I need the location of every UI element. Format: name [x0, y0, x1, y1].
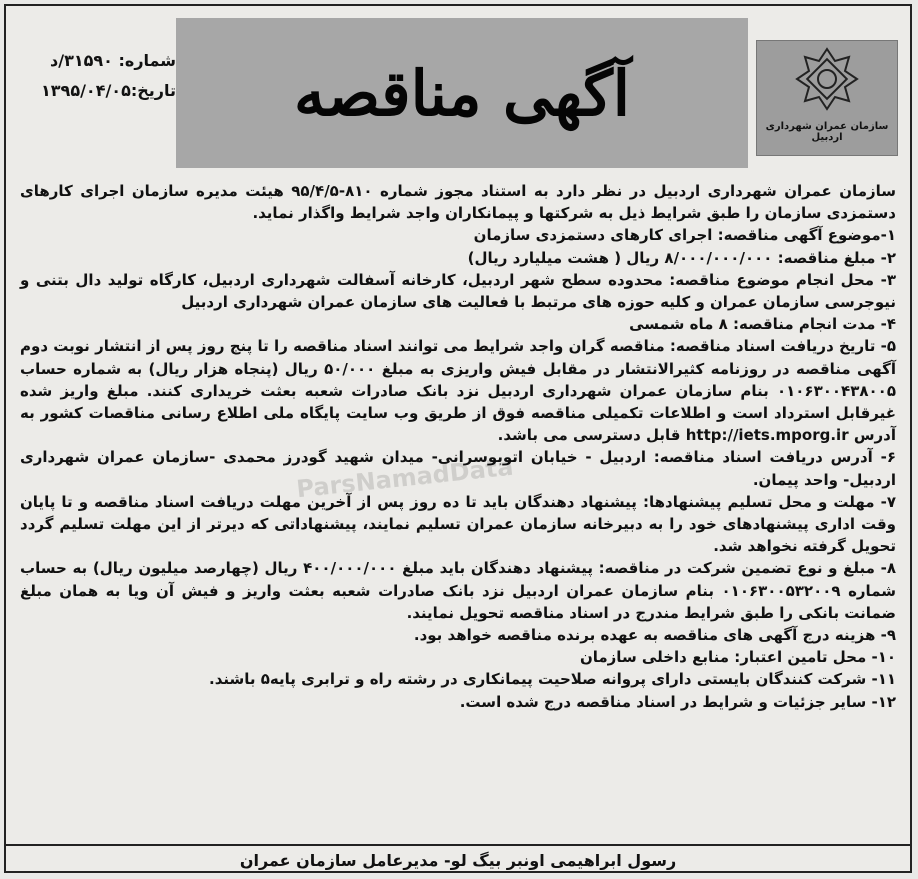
organization-logo [756, 40, 898, 156]
list-item: ۱-موضوع آگهی مناقصه: اجرای کارهای دستمزدی سازمان [473, 226, 896, 245]
list-item: ۳- محل انجام موضوع مناقصه: محدوده سطح شهر اردبیل، کارخانه آسفالت شهرداری اردبیل، کارگاه تولید دال بتنی و نیوجرسی سازمان عمران و کلیه حوزه های مرتبط با فعالیت های سازمان عمران شهرداری اردبیل [20, 270, 896, 312]
intro-paragraph: سازمان عمران شهرداری اردبیل در نظر دارد به استناد مجوز شماره ۸۱۰-۹۵/۴/۵ هیئت مدیره سازمان اجرای کارهای دستمزدی سازمان را طبق شرایط ذیل به شرکتها و پیمانکاران واجد شرایط واگذار نماید. [20, 182, 896, 223]
notice-title: آگهی مناقصه [293, 56, 631, 130]
list-item: ۱۲- سایر جزئیات و شرایط در اسناد مناقصه درج شده است. [459, 692, 896, 711]
title-banner [176, 18, 748, 168]
list-item: ۶- آدرس دریافت اسناد مناقصه: اردبیل - خیابان اتوبوسرانی- میدان شهید گودرز محمدی -سازمان عمران شهرداری اردبیل- واحد پیمان. [20, 448, 896, 489]
notice-header [6, 6, 910, 176]
notice-meta [14, 46, 176, 106]
list-item: ۵- تاریخ دریافت اسناد مناقصه: مناقصه گران واجد شرایط می توانند اسناد مناقصه را تا پنج روز پس از انتشار نوبت دوم آگهی مناقصه در روزنامه کثیرالانتشار در مقابل فیش واریزی به مبلغ ۵۰/۰۰۰ ریال (پنجاه هزار ریال) به شماره حساب ۰۱۰۶۳۰۰۴۳۸۰۰۵ بنام سازمان عمران شهرداری اردبیل نزد بانک صادرات شعبه بعثت خریداری کنند. مبلغ واریز شده غیرقابل استرداد است و اطلاعات تکمیلی مناقصه فوق از طریق وب سایت پایگاه ملی اطلاع رسانی مناقصات کشور به آدرس http://iets.mporg.ir قابل دسترسی می باشد. [20, 337, 896, 445]
tender-notice [4, 4, 912, 873]
list-item: ۴- مدت انجام مناقصه: ۸ ماه شمسی [629, 315, 896, 334]
list-item: ۱۰- محل تامین اعتبار: منابع داخلی سازمان [579, 648, 896, 667]
logo-caption: سازمان عمران شهرداری اردبیل [765, 121, 889, 143]
notice-date: تاریخ:۱۳۹۵/۰۴/۰۵ [41, 81, 176, 100]
list-item: ۷- مهلت و محل تسلیم پیشنهادها: پیشنهاد دهندگان باید تا ده روز پس از آخرین مهلت دریافت اسناد مناقصه و تا پایان وقت اداری پیشنهادهای خود را به دبیرخانه سازمان عمران تسلیم نمایند، پیشنهاداتی که دیرتر از این مهلت تسلیم گردد تحویل گرفته نخواهد شد. [20, 492, 896, 556]
list-item: ۹- هزینه درج آگهی های مناقصه به عهده برنده مناقصه خواهد بود. [413, 626, 896, 645]
list-item: ۱۱- شرکت کنندگان بایستی دارای پروانه صلاحیت پیمانکاری در رشته راه و ترابری پایه۵ باشند. [209, 670, 896, 689]
notice-body [20, 180, 896, 713]
notice-number: شماره: ۳۱۵۹۰/د [50, 51, 176, 70]
list-item: ۲- مبلغ مناقصه: ۸/۰۰۰/۰۰۰/۰۰۰ ریال ( هشت میلیارد ریال) [467, 248, 896, 267]
watermark: ParsNamadData [295, 452, 515, 504]
emblem-icon [795, 47, 859, 111]
signature-footer: رسول ابراهیمی اونبر بیگ لو- مدیرعامل سازمان عمران [6, 844, 910, 875]
list-item: ۸- مبلغ و نوع تضمین شرکت در مناقصه: پیشنهاد دهندگان باید مبلغ ۴۰۰/۰۰۰/۰۰۰ ریال (چهارصد میلیون ریال) به حساب شماره ۰۱۰۶۳۰۰۵۳۲۰۰۹ بنام سازمان عمران اردبیل نزد بانک صادرات شعبه بعثت واریز و فیش آن ویا به همان مبلغ ضمانت بانکی را طبق شرایط مندرج در اسناد مناقصه تحویل نمایند. [20, 559, 896, 622]
